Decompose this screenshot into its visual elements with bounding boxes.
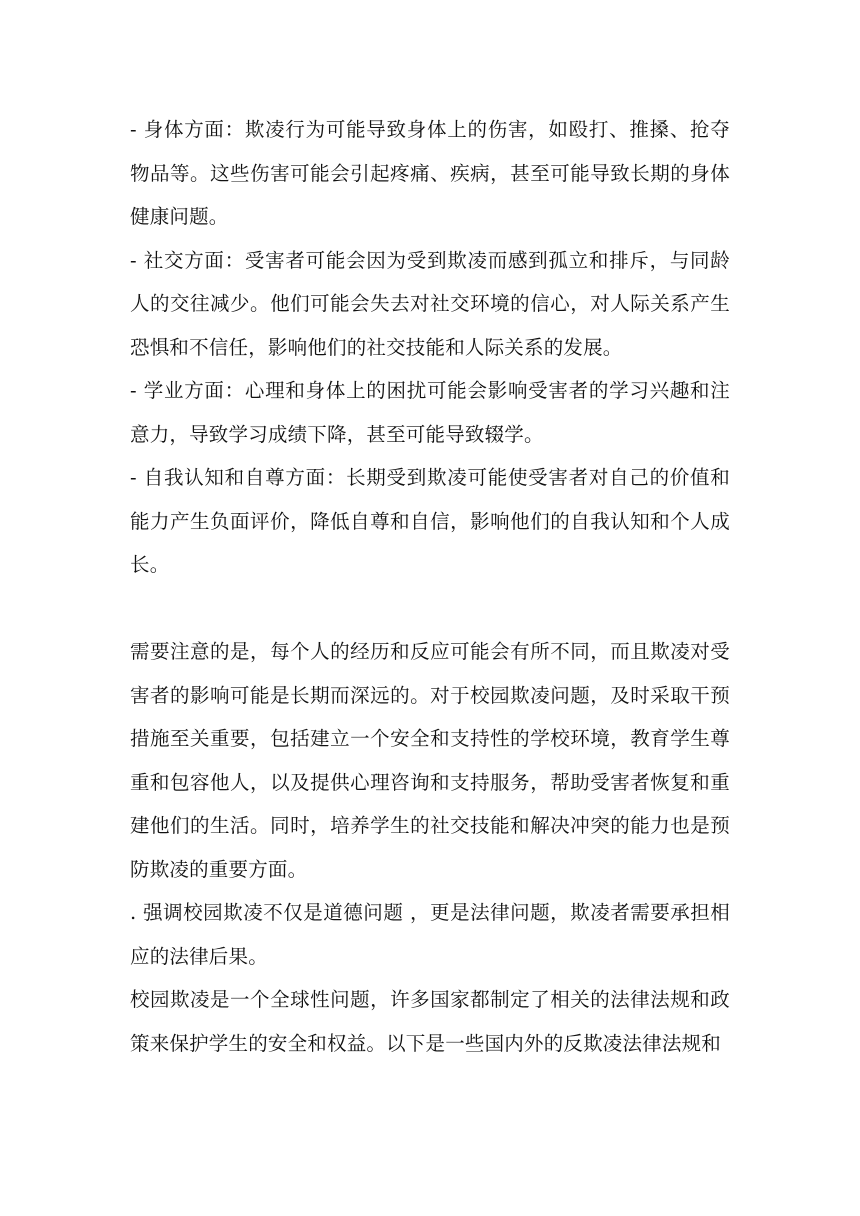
paragraph-academic: - 学业方面：心理和身体上的困扰可能会影响受害者的学习兴趣和注意力，导致学习成绩下降，甚至可能导致辍学。 <box>130 379 730 446</box>
paragraph-global-laws: 校园欺凌是一个全球性问题，许多国家都制定了相关的法律法规和政策来保护学生的安全和权益。以下是一些国内外的反欺凌法律法规和 <box>130 988 730 1055</box>
paragraph-social: - 社交方面：受害者可能会因为受到欺凌而感到孤立和排斥，与同龄人的交往减少。他们可能会失去对社交环境的信心，对人际关系产生恐惧和不信任，影响他们的社交技能和人际关系的发展。 <box>130 248 730 359</box>
paragraph-notice: 需要注意的是，每个人的经历和反应可能会有所不同，而且欺凌对受害者的影响可能是长期而深远的。对于校园欺凌问题，及时采取干预措施至关重要，包括建立一个安全和支持性的学校环境，教育学生尊重和包容他人，以及提供心理咨询和支持服务，帮助受害者恢复和重建他们的生活。同时，培养学生的社交技能和解决冲突的能力也是预防欺凌的重要方面。 <box>130 640 730 881</box>
document-body <box>130 108 730 1065</box>
paragraph-spacer <box>130 587 730 631</box>
paragraph-self-esteem: - 自我认知和自尊方面：长期受到欺凌可能使受害者对自己的价值和能力产生负面评价，降低自尊和自信，影响他们的自我认知和个人成长。 <box>130 466 730 576</box>
paragraph-physical: - 身体方面：欺凌行为可能导致身体上的伤害，如殴打、推搡、抢夺物品等。这些伤害可能会引起疼痛、疾病，甚至可能导致长期的身体健康问题。 <box>130 118 730 228</box>
paragraph-legal-emphasis: . 强调校园欺凌不仅是道德问题 ，更是法律问题，欺凌者需要承担相应的法律后果。 <box>130 901 730 968</box>
